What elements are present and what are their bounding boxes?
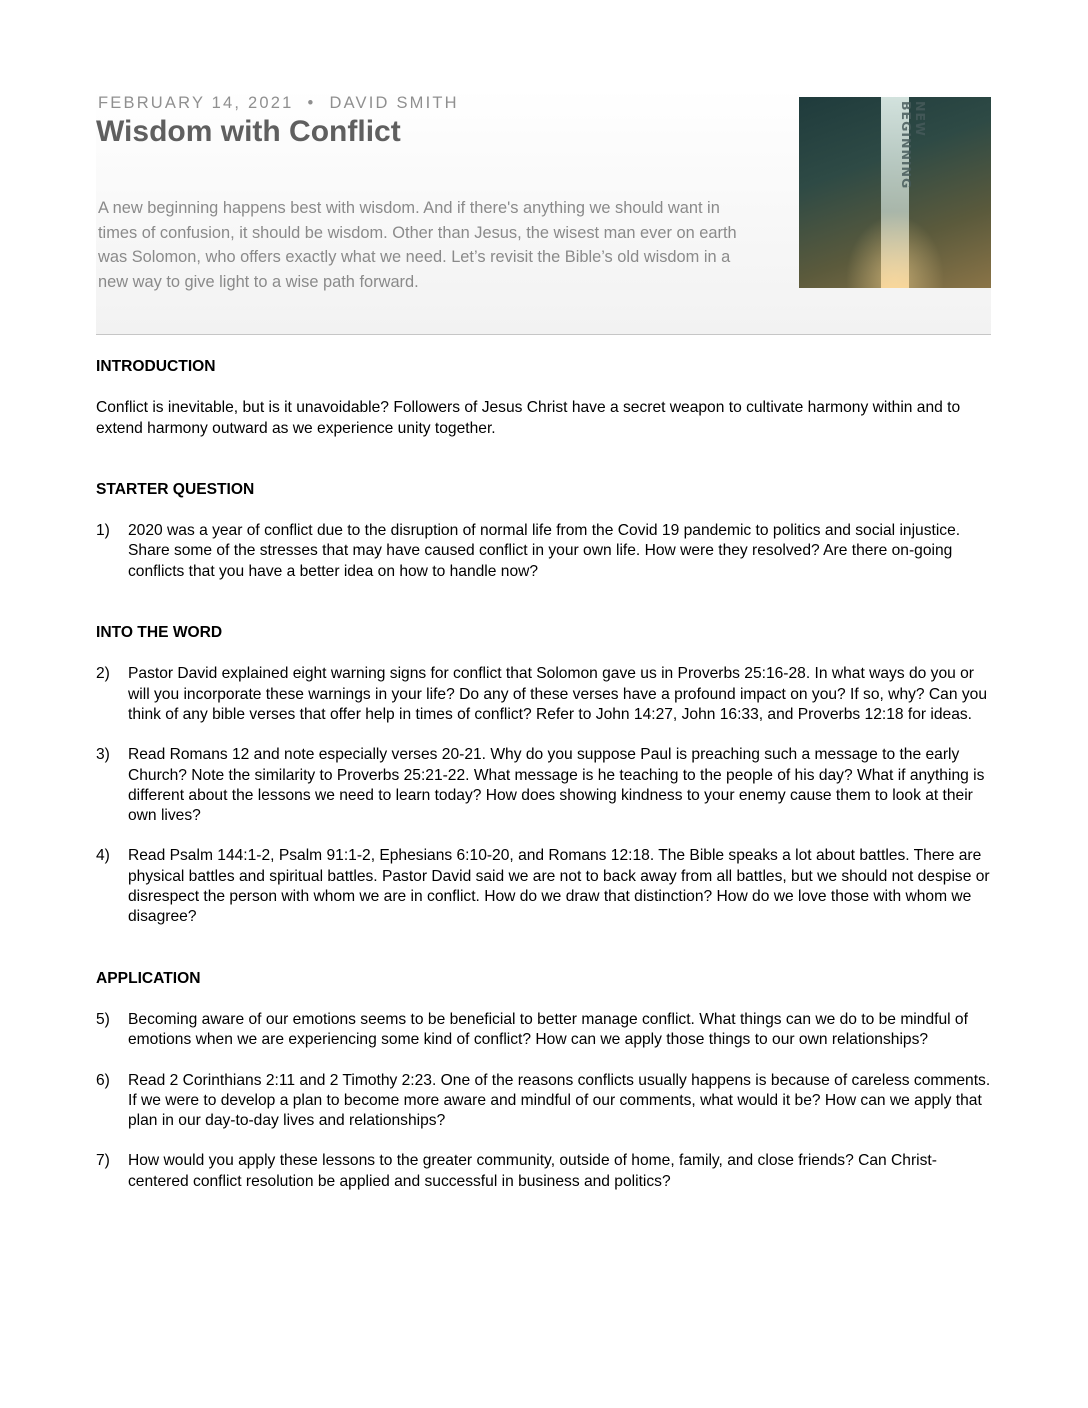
question-number: 3) [96,746,110,764]
sermon-author: DAVID SMITH [329,94,459,112]
introduction-heading: INTRODUCTION [96,358,216,375]
question-number: 1) [96,522,110,540]
question-5 [96,1010,996,1051]
question-3 [96,745,996,826]
question-number: 7) [96,1152,110,1170]
question-text: Becoming aware of our emotions seems to be beneficial to better manage conflict. What things can we do to be mindful of emotions when we are experiencing some kind of conflict? How can we apply those things to our own relationships? [128,1010,968,1049]
question-text: Read 2 Corinthians 2:11 and 2 Timothy 2:23. One of the reasons conflicts usually happens is because of careless comments. If we were to develop a plan to become more aware and mindful of our comments, what would it be? How can we apply that plan in our day-to-day lives and relationships? [128,1071,991,1130]
sermon-summary: A new beginning happens best with wisdom. And if there's anything we should want in times of confusion, it should be wisdom. Other than Jesus, the wisest man ever on earth was Solomon, who offers exactly what we need. Let’s revisit the Bible’s old wisdom in a new way to give light to a wise path forward. [98,199,737,291]
question-6 [96,1071,996,1132]
meta-separator: • [307,94,316,112]
question-number: 4) [96,847,110,865]
into-the-word-heading: INTO THE WORD [96,624,223,642]
question-1 [96,521,996,582]
study-guide-body [96,357,996,1192]
sermon-meta [98,94,459,113]
starter-heading: STARTER QUESTION [96,480,255,498]
page-title: Wisdom with Conflict [96,115,401,148]
series-cover-art [799,97,991,288]
application-heading: APPLICATION [96,969,201,987]
question-text: 2020 was a year of conflict due to the disruption of normal life from the Covid 19 pandemic to politics and social injustice. Share some of the stresses that may have caused conflict in your own life. How were they resolved? Are there on-going conflicts that you have a better idea on how to handle now? [128,522,961,580]
question-7 [96,1151,996,1192]
header-divider [96,334,991,335]
question-number: 6) [96,1071,110,1089]
cover-title: NEW BEGINNING [899,101,928,190]
question-text: Pastor David explained eight warning signs for conflict that Solomon gave us in Proverbs 25:16-28. In what ways do you or will you incorporate these warnings in your life? Do any of these verses have a profound impact on you? If so, why? Can you think of any bible verses that offer help in times of conflict? Refer to John 14:27, John 16:33, and Proverbs 12:18 for ideas. [128,665,987,723]
question-2 [96,664,996,725]
question-text: Read Psalm 144:1-2, Psalm 91:1-2, Ephesians 6:10-20, and Romans 12:18. The Bible speaks a lot about battles. There are physical battles and spiritual battles. Pastor David said we are not to back away from all battles, but we should not despise or disrespect the person with whom we are in conflict. How do we draw that distinction? How do we love those with whom we disagree? [128,847,990,926]
question-number: 2) [96,665,110,683]
sermon-date: FEBRUARY 14, 2021 [98,94,294,112]
question-4 [96,846,996,927]
question-number: 5) [96,1010,110,1028]
question-text: Read Romans 12 and note especially verses 20-21. Why do you suppose Paul is preaching such a message to the early Church? Note the similarity to Proverbs 25:21-22. What message is he teaching to the people of his day? What if anything is different about the lessons we need to learn today? How does showing kindness to your enemy cause them to look at their own lives? [128,746,985,825]
question-text: How would you apply these lessons to the greater community, outside of home, family, and close friends? Can Christ-centered conflict resolution be applied and successful in business and politics? [128,1152,937,1190]
introduction-text: Conflict is inevitable, but is it unavoidable? Followers of Jesus Christ have a secret weapon to cultivate harmony within and to extend harmony outward as we experience unity together. [96,399,961,437]
